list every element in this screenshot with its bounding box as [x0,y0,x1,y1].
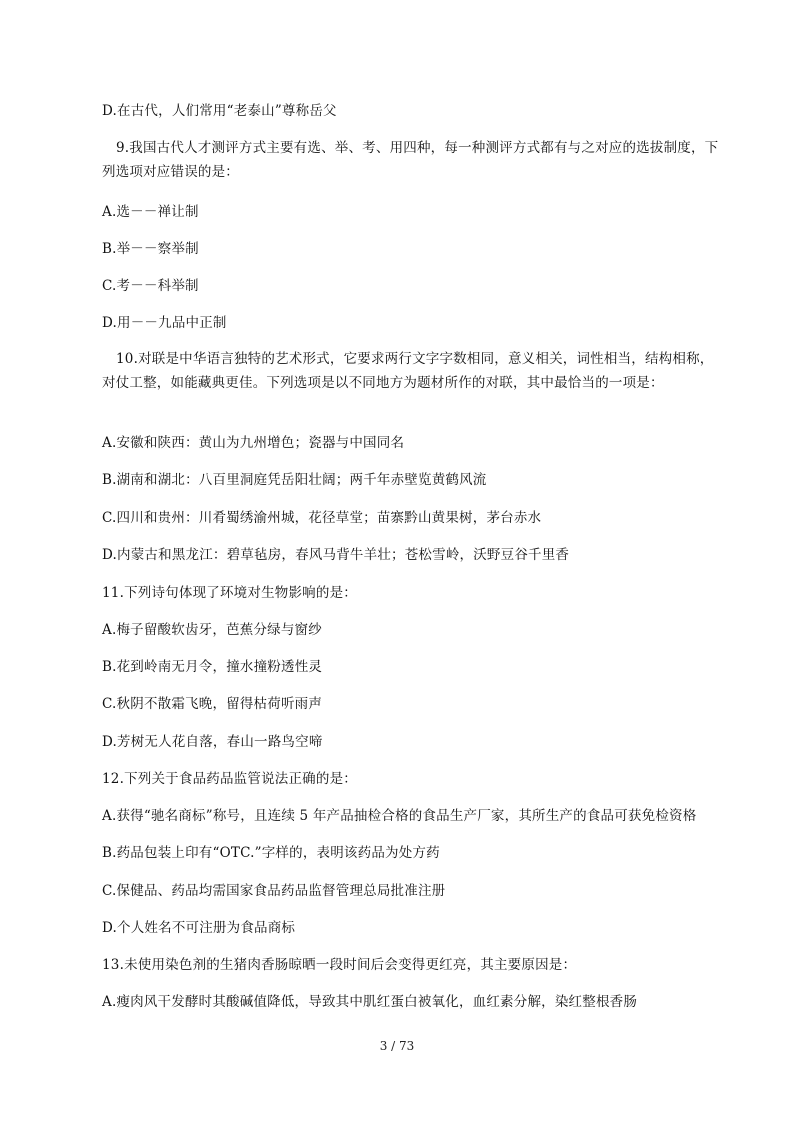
option-12d: D.个人姓名不可注册为食品商标 [102,920,296,936]
option-10d: D.内蒙古和黑龙江：碧草毡房，春风马背牛羊壮；苍松雪岭，沃野豆谷千里香 [102,547,570,563]
page-number: 3 / 73 [379,1039,415,1053]
option-10b: B.湖南和湖北：八百里洞庭凭岳阳壮阔；两千年赤壁览黄鹤风流 [102,472,487,488]
question-12-text: 12.下列关于食品药品监管说法正确的是： [102,771,357,787]
option-9d: D.用－－九品中正制 [102,315,227,331]
option-10c: C.四川和贵州：川肴蜀绣渝州城，花径草堂；苗寨黔山黄果树，茅台赤水 [102,510,542,526]
question-10-text-cont: 对仗工整，如能藏典更佳。下列选项是以不同地方为题材所作的对联，其中最恰当的一项是： [102,375,664,391]
option-11c: C.秋阴不散霜飞晚，留得枯荷听雨声 [102,696,323,712]
option-12c: C.保健品、药品均需国家食品药品监督管理总局批准注册 [102,883,446,899]
option-9c: C.考－－科举制 [102,278,199,294]
option-10a: A.安徽和陕西：黄山为九州增色；瓷器与中国同名 [102,435,405,451]
option-9a: A.选－－禅让制 [102,204,199,220]
option-9b: B.举－－察举制 [102,241,199,257]
question-9-text-cont: 列选项对应错误的是： [102,164,239,180]
question-13-text: 13.未使用染色剂的生猪肉香肠晾晒一段时间后会变得更红亮，其主要原因是： [102,957,577,973]
question-9-text: 9.我国古代人才测评方式主要有选、举、考、用四种，每一种测评方式都有与之对应的选拔制度，下 [116,140,719,156]
option-13a: A.瘦肉风干发酵时其酸碱值降低，导致其中肌红蛋白被氧化，血红素分解，染红整根香肠 [102,994,638,1010]
question-11-text: 11.下列诗句体现了环境对生物影响的是： [102,585,357,601]
option-8d: D.在古代，人们常用“老泰山”尊称岳父 [102,103,337,119]
question-10-text: 10.对联是中华语言独特的艺术形式，它要求两行文字字数相同，意义相关，词性相当，结构相称， [116,351,714,367]
option-12a: A.获得“驰名商标”称号，且连续 5 年产品抽检合格的食品生产厂家，其所生产的食品可获免检资格 [102,808,697,824]
option-11b: B.花到岭南无月令，撞水撞粉透性灵 [102,659,323,675]
option-11d: D.芳树无人花自落，春山一路鸟空啼 [102,734,323,750]
option-12b: B.药品包装上印有“OTC.”字样的，表明该药品为处方药 [102,845,440,861]
option-11a: A.梅子留酸软齿牙，芭蕉分绿与窗纱 [102,622,322,638]
